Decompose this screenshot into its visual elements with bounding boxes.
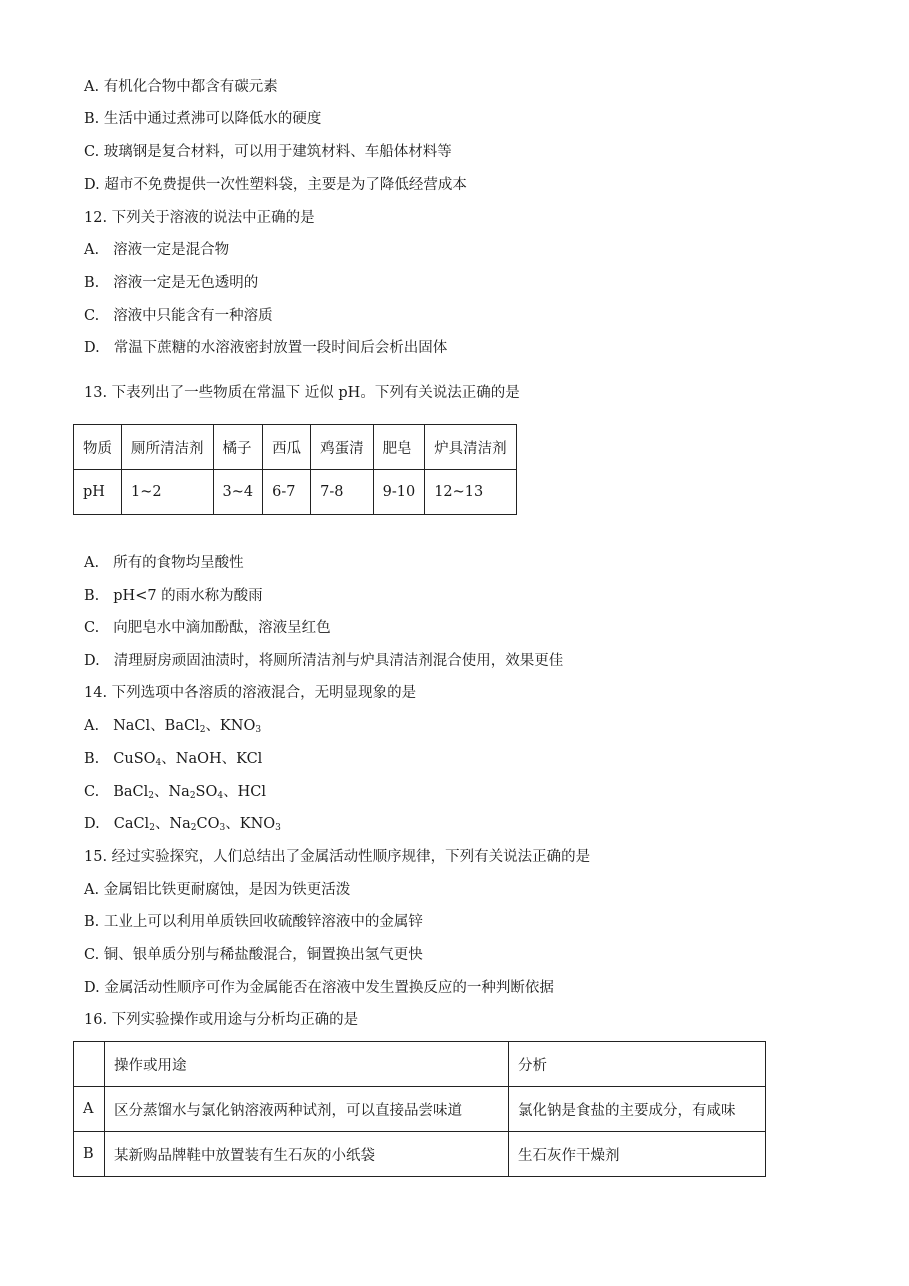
q14-option-a: A. NaCl、BaCl$_2$、$KNO_3$ — [84, 718, 262, 735]
q12-option-c: C. 溶液中只能含有一种溶质 — [84, 308, 273, 324]
q14-stem: 14. 下列选项中各溶质的溶液混合，无明显现象的是 — [84, 685, 417, 701]
operations-table-cell: A — [74, 1087, 105, 1132]
q13-option-d: D. 清理厨房顽固油渍时，将厕所清洁剂与炉具清洁剂混合使用，效果更佳 — [84, 653, 564, 669]
operations-table-cell: 氯化钠是食盐的主要成分，有咸味 — [509, 1087, 766, 1132]
q12-option-d: D. 常温下蔗糖的水溶液密封放置一段时间后会析出固体 — [84, 340, 448, 356]
operations-table-cell: 区分蒸馏水与氯化钠溶液两种试剂，可以直接品尝味道 — [105, 1087, 509, 1132]
q15-option-b: B. 工业上可以利用单质铁回收硫酸锌溶液中的金属锌 — [84, 914, 423, 930]
ph-table — [73, 424, 517, 515]
ph-table-cell: 鸡蛋清 — [311, 425, 374, 470]
ph-table-cell: 炉具清洁剂 — [425, 425, 517, 470]
ph-table-cell: 7-8 — [311, 470, 374, 515]
ph-table-cell: pH — [74, 470, 122, 515]
ph-table-cell: 1~2 — [122, 470, 214, 515]
operations-table-cell: 生石灰作干燥剂 — [509, 1132, 766, 1177]
q14-option-b: B. CuSO$_4$、NaOH、KCl — [84, 751, 263, 768]
q13-option-a: A. 所有的食物均呈酸性 — [84, 555, 244, 571]
operations-table-row — [74, 1132, 766, 1177]
ph-table-value-row — [74, 470, 517, 515]
q15-stem: 15. 经过实验探究，人们总结出了金属活动性顺序规律，下列有关说法正确的是 — [84, 849, 591, 865]
q11-option-d: D. 超市不免费提供一次性塑料袋，主要是为了降低经营成本 — [84, 177, 467, 193]
ph-table-header-row — [74, 425, 517, 470]
q12-option-a: A. 溶液一定是混合物 — [84, 242, 230, 258]
q13-option-b: B. pH<7 的雨水称为酸雨 — [84, 588, 263, 604]
ph-table-cell: 12~13 — [425, 470, 517, 515]
ph-table-cell: 厕所清洁剂 — [122, 425, 214, 470]
operations-table-row — [74, 1087, 766, 1132]
ph-table-cell: 9-10 — [373, 470, 425, 515]
ph-table-cell: 肥皂 — [373, 425, 425, 470]
operations-table-cell: 分析 — [509, 1042, 766, 1087]
q11-option-c: C. 玻璃钢是复合材料，可以用于建筑材料、车船体材料等 — [84, 144, 452, 160]
q14-option-d: D. CaCl$_2$、$Na_2CO_3$、$KNO_3$ — [84, 816, 281, 833]
operations-table — [73, 1041, 766, 1177]
q14-option-c: C. BaCl$_2$、$Na_2SO_4$、HCl — [84, 784, 266, 801]
operations-table-cell: 操作或用途 — [105, 1042, 509, 1087]
operations-table-cell — [74, 1042, 105, 1087]
ph-table-cell: 物质 — [74, 425, 122, 470]
ph-table-cell: 橘子 — [213, 425, 263, 470]
q15-option-d: D. 金属活动性顺序可作为金属能否在溶液中发生置换反应的一种判断依据 — [84, 980, 554, 996]
operations-table-cell: 某新购品牌鞋中放置装有生石灰的小纸袋 — [105, 1132, 509, 1177]
ph-table-cell: 3~4 — [213, 470, 263, 515]
operations-table-cell: B — [74, 1132, 105, 1177]
q13-option-c: C. 向肥皂水中滴加酚酞，溶液呈红色 — [84, 620, 331, 636]
q15-option-a: A. 金属铝比铁更耐腐蚀，是因为铁更活泼 — [84, 882, 351, 898]
q16-stem: 16. 下列实验操作或用途与分析均正确的是 — [84, 1012, 359, 1028]
q12-stem: 12. 下列关于溶液的说法中正确的是 — [84, 210, 315, 226]
q11-option-a: A. 有机化合物中都含有碳元素 — [84, 79, 278, 95]
q13-stem: 13. 下表列出了一些物质在常温下 近似 pH。下列有关说法正确的是 — [84, 385, 520, 401]
ph-table-cell: 西瓜 — [263, 425, 311, 470]
q12-option-b: B. 溶液一定是无色透明的 — [84, 275, 259, 291]
q11-option-b: B. 生活中通过煮沸可以降低水的硬度 — [84, 111, 322, 127]
q15-option-c: C. 铜、银单质分别与稀盐酸混合，铜置换出氢气更快 — [84, 947, 423, 963]
operations-table-header-row — [74, 1042, 766, 1087]
ph-table-cell: 6-7 — [263, 470, 311, 515]
